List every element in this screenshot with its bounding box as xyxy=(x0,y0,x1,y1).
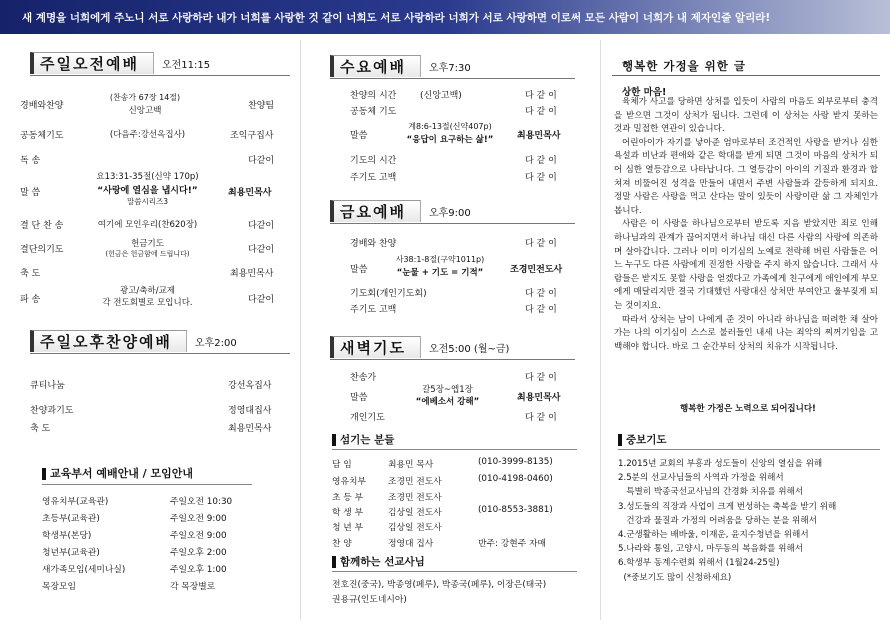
order-leader: 다같이 xyxy=(248,156,275,166)
prayer-list xyxy=(618,457,836,585)
friday-title: 금요예배 xyxy=(330,200,421,222)
education-name: 영유치부(교육관) xyxy=(42,497,109,507)
servant-role: 영유치부 xyxy=(332,477,366,487)
education-name: 목장모임 xyxy=(42,582,76,592)
education-time: 주일오전 9:00 xyxy=(170,531,227,541)
order-label: 경배와찬양 xyxy=(20,101,64,111)
order-label: 축 도 xyxy=(30,424,51,434)
order-label: 공동체 기도 xyxy=(350,107,397,117)
prayer-item: 특별히 박종국선교사님의 간경화 치유를 위해서 xyxy=(618,487,804,498)
family-paragraph: 육체가 사고를 당하면 상처를 입듯이 사람의 마음도 외부로부터 충격을 받으면 그것이 상처가 됩니다. 그런데 이 상처는 사랑 받지 못하는 것과 밀접한 연관이 있습니다. xyxy=(614,97,878,135)
education-name: 학생부(본당) xyxy=(42,531,92,541)
order-detail: 갈5장~엡1장 xyxy=(422,385,473,395)
friday-header xyxy=(330,200,471,222)
family-rule xyxy=(612,75,880,76)
sermon-title: “응답이 요구하는 삶!” xyxy=(406,135,494,145)
order-leader: 다 같 이 xyxy=(525,239,557,249)
order-leader: 다같이 xyxy=(248,221,275,231)
banner-verse: 새 계명을 너희에게 주노니 서로 사랑하라 내가 너희를 사랑한 것 같이 너희도 서로 사랑하라 너희가 서로 사랑하면 이로써 모든 사람이 너희가 내 제자인줄 알리라! xyxy=(22,11,771,24)
order-leader: 다 같 이 xyxy=(525,289,557,299)
servant-phone: (010-8553-3881) xyxy=(478,505,553,515)
order-label: 말 씀 xyxy=(20,188,41,198)
order-detail: (헌금은 헌금함에 드립니다) xyxy=(105,250,190,258)
wednesday-time: 오후7:30 xyxy=(428,63,471,74)
servant-name: 김상일 전도사 xyxy=(388,523,442,533)
order-label: 기도회(개인기도회) xyxy=(350,289,427,299)
wednesday-header xyxy=(330,55,471,77)
education-time: 주일오후 2:00 xyxy=(170,548,227,558)
dawn-time: 오전5:00 (월~금) xyxy=(428,344,510,355)
prayer-item: (*중보기도 많이 신청하세요) xyxy=(618,572,732,583)
order-detail: (찬송가 67장 14절) xyxy=(109,93,181,102)
servant-name: 조경민 전도사 xyxy=(388,493,442,503)
order-leader: 조경민전도사 xyxy=(510,265,563,275)
missionaries-rule xyxy=(332,571,577,572)
dawn-title: 새벽기도 xyxy=(330,336,421,358)
servant-name: 최용민 목사 xyxy=(388,460,434,470)
order-label: 찬양과기도 xyxy=(30,406,74,416)
servant-name: 조경민 전도사 xyxy=(388,477,442,487)
order-label: 기도의 시간 xyxy=(350,156,397,166)
servant-name: 정영대 집사 xyxy=(388,539,434,549)
servant-role: 청 년 부 xyxy=(332,523,364,533)
sunday-morning-time: 오전11:15 xyxy=(161,60,211,71)
friday-time: 오후9:00 xyxy=(428,208,471,219)
education-time: 주일오후 1:00 xyxy=(170,565,227,575)
order-detail: 말씀시리즈3 xyxy=(127,197,168,206)
order-detail: (다음주:강선옥집사) xyxy=(109,130,186,140)
order-detail: (신앙고백) xyxy=(420,91,462,101)
education-rule xyxy=(42,484,252,485)
order-leader: 정영대집사 xyxy=(228,406,272,416)
education-name: 초등부(교육관) xyxy=(42,514,100,524)
prayer-rule xyxy=(618,449,880,450)
order-detail: 신앙고백 xyxy=(128,106,162,116)
order-label: 말씀 xyxy=(350,393,368,403)
missionaries-line: 전호진(중국), 박종영(페루), 박종국(페루), 이장은(태국) xyxy=(332,580,547,590)
family-article xyxy=(614,96,878,354)
prayer-item: 2.5분의 선교사님들의 사역과 가정을 위해서 xyxy=(618,473,784,484)
order-leader: 다 같 이 xyxy=(525,156,557,166)
wednesday-title: 수요예배 xyxy=(330,55,421,77)
order-detail: 사38:1-8절(구약1011p) xyxy=(395,255,485,264)
prayer-item: 6.학생부 동계수련회 위해서 (1월24-25일) xyxy=(618,558,780,569)
order-detail: 요13:31-35절(신약 170p) xyxy=(96,172,199,182)
order-leader: 다 같 이 xyxy=(525,91,557,101)
family-paragraph: 사람은 이 사랑을 하나님으로부터 받도록 지음 받았지만 죄로 인해 하나님과의 관계가 끊어지면서 하나님 대신 다른 사람의 사랑에 의존하며 살아갑니다. 그러나 이미 이기심의 노예로 전락해 버린 사람들은 어느 누구도 다른 사람에게 진정한 사랑을 주지 하지 않습니다. 그래서 사람들은 받지도 못할 사랑을 얻겠다고 가족에게 친구에게 애인에게 부모에게 매달리지만 결국 기대했던 사랑대신 상처만 부여안고 울부짖게 되는 것이지요. xyxy=(614,219,878,311)
prayer-item: 1.2015년 교회의 부흥과 성도들이 신앙의 열심을 위해 xyxy=(618,459,823,469)
prayer-item: 건강과 물질과 가정의 어려움을 당하는 분을 위해서 xyxy=(618,515,817,526)
servant-role: 담 임 xyxy=(332,460,352,470)
column-divider-right xyxy=(600,40,601,620)
servant-role: 찬 양 xyxy=(332,539,352,549)
order-detail: 여기에 모인우리(찬620장) xyxy=(97,220,198,230)
order-label: 축 도 xyxy=(20,269,41,279)
servants-rule xyxy=(332,449,577,450)
order-detail: 계8:6-13절(신약407p) xyxy=(408,122,492,131)
order-label: 개인기도 xyxy=(350,413,385,423)
education-time: 주일오전 9:00 xyxy=(170,514,227,524)
order-label: 찬송가 xyxy=(350,373,377,383)
sermon-title: “사랑에 열심을 냅시다!” xyxy=(97,186,198,196)
servant-name: 김상일 전도사 xyxy=(388,508,442,518)
sunday-afternoon-time: 오후2:00 xyxy=(194,338,237,349)
education-name: 새가족모임(세미나실) xyxy=(42,565,126,575)
family-closing: 행복한 가정은 노력으로 되어집니다! xyxy=(680,404,816,414)
order-leader: 다같이 xyxy=(248,245,275,255)
sermon-title: “에베소서 강해” xyxy=(415,397,480,407)
servant-phone: (010-3999-8135) xyxy=(478,457,553,467)
prayer-item: 3.성도들의 직장과 사업이 크게 번성하는 축복을 받기 위해 xyxy=(618,501,837,512)
top-banner xyxy=(0,0,890,34)
order-leader: 최용민목사 xyxy=(517,393,561,403)
order-label: 공동체기도 xyxy=(20,131,64,141)
family-paragraph: 따라서 상처는 남이 나에게 준 것이 아니라 하나님을 떠려한 채 살아가는 나의 이기심이 스스로 불러들인 내세 나는 죄악의 찌꺼기임을 고백해야 합니다. 바로 그 순간부터 상처의 치유가 시작됩니다. xyxy=(614,314,878,352)
column-divider-left xyxy=(300,40,301,620)
order-leader: 다 같 이 xyxy=(525,373,557,383)
education-time: 주일오전 10:30 xyxy=(170,497,233,507)
order-leader: 최용민목사 xyxy=(228,188,272,198)
order-label: 주기도 고백 xyxy=(350,173,397,183)
prayer-item: 5.나라와 통일, 고양시, 마두동의 복음화를 위해서 xyxy=(618,544,804,555)
order-leader: 찬양팀 xyxy=(248,101,275,111)
servant-role: 초 등 부 xyxy=(332,493,364,503)
sunday-morning-title: 주일오전예배 xyxy=(30,52,154,74)
missionaries-title: 함께하는 선교사님 xyxy=(332,556,425,568)
order-leader: 다 같 이 xyxy=(525,173,557,183)
family-paragraph: 어린아이가 자기를 낳아준 엄마로부터 조건적인 사랑을 받거나 심한 욕설과 비난과 편애와 같은 학대를 받게 되면 그것이 마음의 상처가 되어 심한 열등감으로 나타납니다. 그 열등감이 아이의 기질과 환경과 합쳐져 비뚤어진 성격을 만들어 내면서 주변 사람들과 갈등하게 되지요. 정말 사람은 사랑을 먹고 산다는 말이 있듯이 사랑이란 삶 그 자체인가 봅니다. xyxy=(614,137,878,216)
order-label: 말씀 xyxy=(350,131,368,141)
family-subtitle: 상한 마음! xyxy=(622,87,667,98)
order-leader: 강선옥집사 xyxy=(228,381,272,391)
order-leader: 다 같 이 xyxy=(525,107,557,117)
order-leader: 다 같 이 xyxy=(525,305,557,315)
servant-role: 학 생 부 xyxy=(332,508,364,518)
order-label: 결단의기도 xyxy=(20,245,64,255)
education-name: 청년부(교육관) xyxy=(42,548,100,558)
missionaries-line: 권용규(인도네시아) xyxy=(332,595,407,605)
sunday-morning-header xyxy=(30,52,210,74)
order-label: 말씀 xyxy=(350,265,368,275)
sunday-afternoon-title: 주일오후찬양예배 xyxy=(30,330,187,352)
servants-title: 섬기는 분들 xyxy=(332,434,394,446)
order-label: 큐티나눔 xyxy=(30,381,65,391)
order-leader: 최용민목사 xyxy=(230,269,274,279)
order-label: 독 송 xyxy=(20,156,41,166)
order-detail: 헌금기도 xyxy=(131,239,164,249)
order-label: 찬양의 시간 xyxy=(350,91,397,101)
order-leader: 최용민목사 xyxy=(517,131,561,141)
sunday-afternoon-header xyxy=(30,330,237,352)
prayer-item: 4.군생활하는 배바울, 이재운, 윤지수청년을 위해서 xyxy=(618,530,809,541)
order-leader: 조익구집사 xyxy=(230,131,274,141)
sermon-title: “눈물 + 기도 = 기적” xyxy=(396,268,484,278)
family-title: 행복한 가정을 위한 글 xyxy=(622,59,746,73)
servant-phone: (010-4198-0460) xyxy=(478,474,553,484)
prayer-title: 중보기도 xyxy=(618,434,667,446)
dawn-header xyxy=(330,336,509,358)
order-leader: 다같이 xyxy=(248,295,275,305)
order-label: 경배와 찬양 xyxy=(350,239,397,249)
education-time: 각 목장별로 xyxy=(170,582,216,592)
servant-accompanist: 반주: 강현주 자매 xyxy=(478,539,547,549)
order-label: 파 송 xyxy=(20,295,41,305)
order-detail: 광고/축하/교제 xyxy=(120,286,175,296)
order-label: 주기도 고백 xyxy=(350,305,397,315)
order-leader: 다 같 이 xyxy=(525,413,557,423)
order-leader: 최용민목사 xyxy=(228,424,272,434)
order-detail: 각 전도회별로 모입니다. xyxy=(102,298,193,308)
education-title: 교육부서 예배안내 / 모임안내 xyxy=(42,468,193,480)
order-label: 결 단 찬 송 xyxy=(20,221,64,231)
